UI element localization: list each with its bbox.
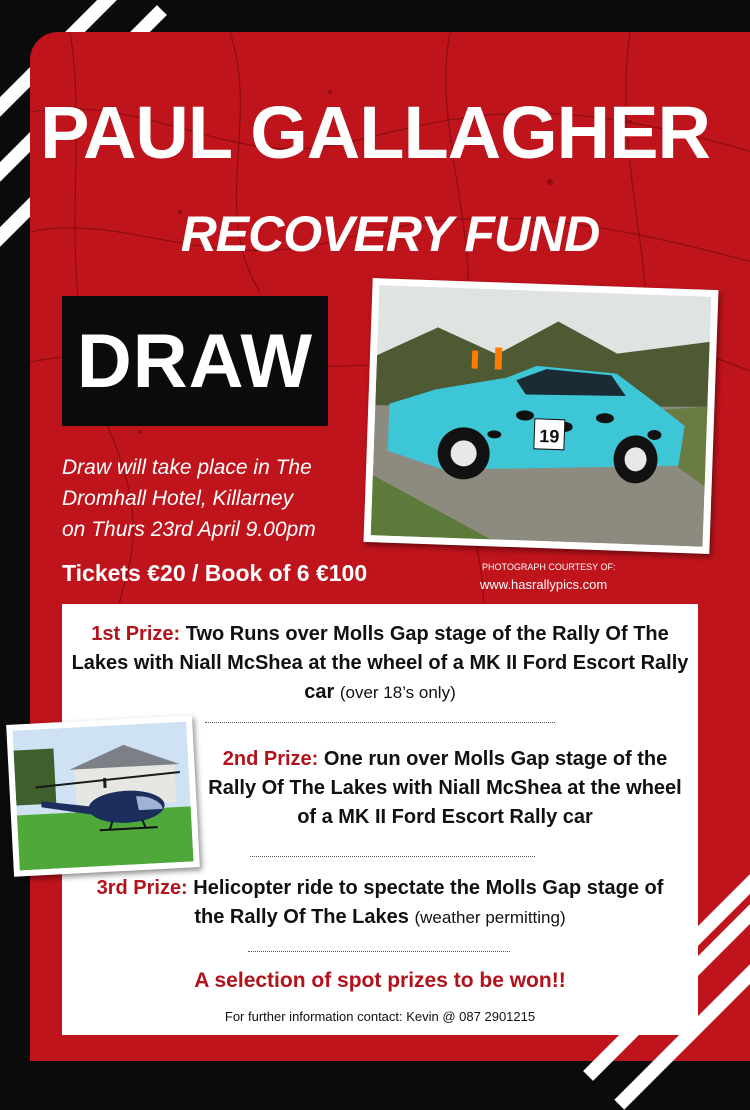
- page-subtitle: RECOVERY FUND: [180, 206, 600, 262]
- prize-3: [80, 874, 680, 932]
- prize-label: 1st Prize:: [91, 623, 181, 645]
- venue-line: Draw will take place in The: [62, 456, 312, 479]
- spot-prizes-text: A selection of spot prizes to be won!!: [194, 969, 566, 992]
- draw-venue: [62, 452, 362, 545]
- prize-1: [62, 620, 698, 707]
- contact-info: For further information contact: Kevin @ 087 2901215: [224, 1009, 536, 1024]
- prize-2: [200, 745, 690, 832]
- rally-car-photo: [363, 278, 718, 554]
- prize-note: (over 18’s only): [339, 683, 456, 702]
- divider: [250, 856, 535, 857]
- page-title: PAUL GALLAGHER: [40, 91, 710, 174]
- car-number: 19: [538, 425, 560, 447]
- prize-text: Two Runs over Molls Gap stage of the Rally Of The Lakes with Niall McShea at the wheel of a MK II Ford Escort Rally car: [71, 623, 689, 703]
- draw-badge: [62, 296, 328, 426]
- prize-label: 3rd Prize:: [96, 877, 188, 899]
- helicopter-photo: [6, 715, 200, 877]
- photo-credit-url: www.hasrallypics.com: [480, 577, 608, 592]
- prize-text: One run over Molls Gap stage of the Rally Of The Lakes with Niall McShea at the wheel of a MK II Ford Escort Rally car: [208, 748, 682, 828]
- venue-line: Dromhall Hotel, Killarney: [62, 487, 294, 510]
- prize-text: Helicopter ride to spectate the Molls Gap stage of the Rally Of The Lakes: [193, 877, 664, 928]
- divider: [248, 951, 510, 952]
- draw-label: DRAW: [76, 318, 314, 404]
- ticket-price: Tickets €20 / Book of 6 €100: [62, 560, 368, 586]
- prize-note: (weather permitting): [414, 908, 566, 927]
- prize-label: 2nd Prize:: [222, 748, 319, 770]
- photo-credit: PHOTOGRAPH COURTESY OF:: [482, 562, 616, 572]
- venue-line: on Thurs 23rd April 9.00pm: [62, 518, 316, 541]
- divider: [205, 722, 555, 723]
